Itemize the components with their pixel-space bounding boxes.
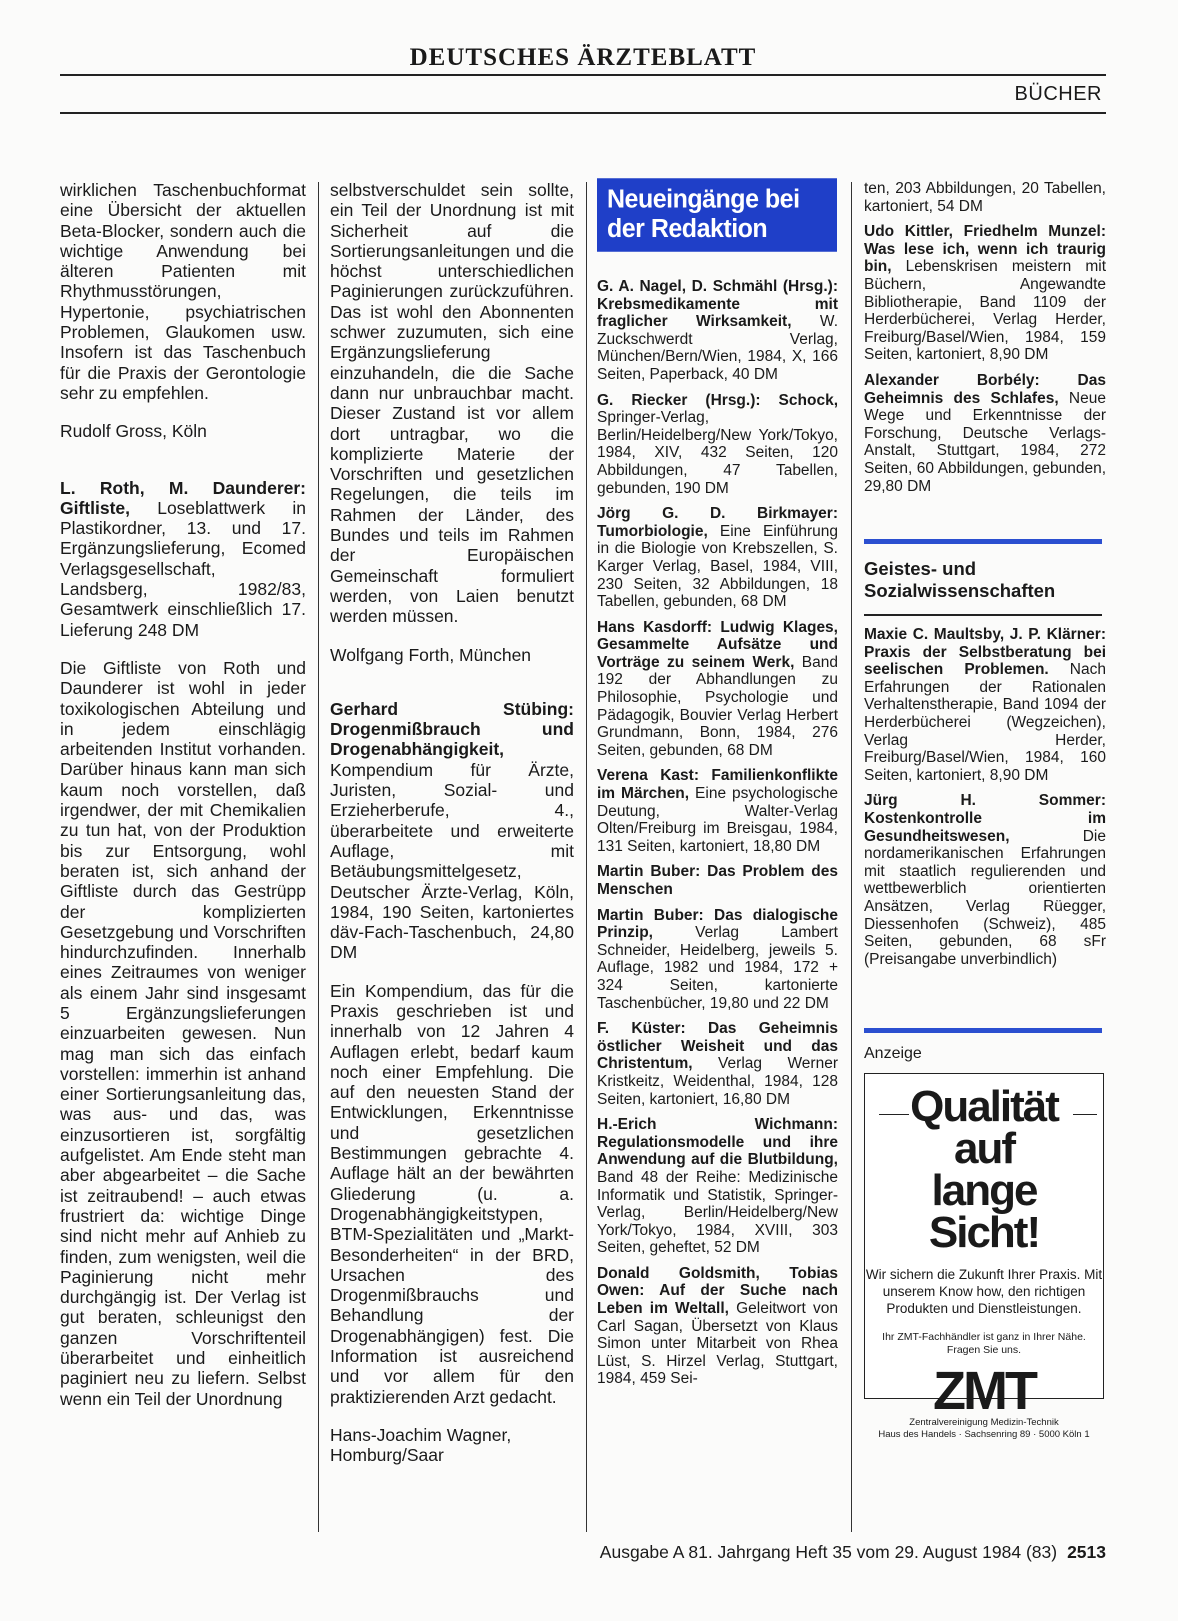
section-heading: Geistes- und Sozialwissenschaften: [864, 558, 1056, 602]
masthead: DEUTSCHES ÄRZTEBLATT: [409, 44, 757, 71]
ad-decor-line: [1073, 1114, 1097, 1115]
review-signature: Wolfgang Forth, München: [330, 644, 532, 665]
book-entry: Hans Kasdorff: Ludwig Klages, Gesammelte Aufsätze und Vorträge zu seinem Werk, Band 192 der Abhandlungen zu Philosophie, Psychologie und Pädagogik, Bouvier Verlag Herbert Grundmann, Bonn, 1984, 276 Seiten, gebunden, 68 DM: [597, 618, 838, 759]
page-footer: [60, 1542, 1106, 1563]
section-rule-blue: [864, 539, 1102, 544]
book-entry: Alexander Borbély: Das Geheimnis des Schlafes, Neue Wege und Erkenntnisse der Forschung, Deutsche Verlags-Anstalt, Stuttgart, 1984, 272 Seiten, 60 Abbildungen, gebunden, 29,80 DM: [864, 371, 1106, 495]
page-number: 2513: [1067, 1542, 1106, 1562]
new-arrivals-list: [864, 180, 1106, 495]
book-entry: Martin Buber: Das Problem des Menschen: [597, 863, 838, 898]
ad-rule-blue: [864, 1028, 1102, 1033]
book-entry: Jürg H. Sommer: Kostenkontrolle im Gesundheitswesen, Die nordamerikanischen Erfahrungen mit staatlich regulierenden und wettbewerblich orientierten Ansätzen, Verlag Rüegger, Diessenhofen (Schweiz), 485 Seiten, gebunden, 68 sFr (Preisangabe unverbindlich): [864, 792, 1106, 968]
book-entry: Donald Goldsmith, Tobias Owen: Auf der Suche nach Leben im Weltall, Geleitwort von Carl Sagan, Übersetzt von Klaus Simon unter Mitarbeit von Rhea Lüst, S. Hirzel Verlag, Stuttgart, 1984, 459 Sei-: [597, 1264, 838, 1388]
review-text: Ein Kompendium, das für die Praxis geschrieben ist und innerhalb von 12 Jahren 4 Auflagen erlebt, bedarf kaum noch einer Empfehlung. Die auf den neuesten Stand der Entwicklungen, Erkenntnisse und gesetzlichen Bestimmungen gebrachte 4. Auflage hält an der bewährten Gliederung (u. a. Drogenabhängigkeitstypen, BTM-Spezialitäten und „Markt-Besonderheiten“ in der BRD, Ursachen des Drogenmißbrauchs und Behandlung der Drogenabhängigen) fest. Die Information ist ausreichend und vor allem für den praktizierenden Arzt gedacht.: [330, 980, 574, 1407]
ad-body: Wir sichern die Zukunft Ihrer Praxis. Mit unserem Know how, den richtigen Produkten und Dienstleistungen.: [865, 1266, 1103, 1316]
section-rule: [60, 112, 1106, 114]
book-entry: Maxie C. Maultsby, J. P. Klärner: Praxis der Selbstberatung bei seelischen Problemen. Nach Erfahrungen der Rationalen Verhaltenstherapie, Band 1094 der Herderbücherei (Wegzeichen), Verlag Herder, Freiburg/Basel/Wien, 1984, 160 Seiten, kartoniert, 8,90 DM: [864, 626, 1106, 784]
review-text: wirklichen Taschenbuchformat eine Übersicht der aktuellen Beta-Blocker, sondern auch die wichtige Anwendung bei älteren Patienten mit Rhythmusstörungen, Hypertonie, psychiatrischen Problemen, Glaukomen usw. Insofern ist das Taschenbuch für die Praxis der Gerontologie sehr zu empfehlen.: [60, 180, 306, 403]
column-2: [330, 180, 574, 1484]
section-label: BÜCHER: [1014, 83, 1102, 105]
new-arrivals-list: [597, 278, 838, 1388]
new-arrivals-header: Neueingänge bei der Redaktion: [597, 178, 837, 252]
book-citation: L. Roth, M. Daunderer: Giftliste, Loseblattwerk in Plastikordner, 13. und 17. Ergänzungslieferung, Ecomed Verlagsgesellschaft, Landsberg, 1982/83, Gesamtwerk einschließlich 17. Lieferung 248 DM: [60, 477, 306, 640]
column-1: [60, 180, 306, 1427]
book-entry: G. A. Nagel, D. Schmähl (Hrsg.): Krebsmedikamente mit fraglicher Wirksamkeit, W. Zuckschwerdt Verlag, München/Bern/Wien, 1984, X, 166 Seiten, Paperback, 40 DM: [597, 278, 839, 383]
book-entry: G. Riecker (Hrsg.): Schock, Springer-Verlag, Berlin/Heidelberg/New York/Tokyo, 1984, XIV, 432 Seiten, 120 Abbildungen, 47 Tabellen, gebunden, 190 DM: [597, 391, 838, 497]
column-3: [597, 180, 838, 1396]
book-citation: Gerhard Stübing: Drogenmißbrauch und Drogenabhängigkeit, Kompendium für Ärzte, Juristen, Sozial- und Erzieherberufe, 4., überarbeitete und erweiterte Auflage, mit Betäubungsmittelgesetz, Deutscher Ärzte-Verlag, Köln, 1984, 190 Seiten, kartoniertes däv-Fach-Taschenbuch, 24,80 DM: [330, 698, 574, 963]
section-underline: [864, 614, 1102, 616]
book-entry: H.-Erich Wichmann: Regulationsmodelle und ihre Anwendung auf die Blutbildung, Band 48 der Reihe: Medizinische Informatik und Statistik, Springer-Verlag, Berlin/Heidelberg/New York/Tokyo, 1984, XVIII, 303 Seiten, geheftet, 52 DM: [597, 1116, 838, 1257]
ad-decor-line: [879, 1114, 909, 1115]
review-signature: Hans-Joachim Wagner, Homburg/Saar: [330, 1424, 512, 1466]
ad-small-text: Ihr ZMT-Fachhändler ist ganz in Ihrer Nähe. Fragen Sie uns.: [882, 1330, 1086, 1356]
issue-info: Ausgabe A 81. Jahrgang Heft 35 vom 29. August 1984 (83): [599, 1542, 1058, 1562]
zmt-logo-icon: ZMT: [933, 1360, 1035, 1421]
ad-headline: Qualität auf lange Sicht!: [910, 1081, 1058, 1257]
ad-footer-line: Haus des Handels · Sachsenring 89 · 5000 Köln 1: [878, 1428, 1090, 1440]
book-entry: Martin Buber: Das dialogische Prinzip, Verlag Lambert Schneider, Heidelberg, jeweils 5. Auflage, 1982 und 1984, 172 + 324 Seiten, kartonierte Taschenbücher, 19,80 und 22 DM: [597, 906, 838, 1012]
book-entry: ten, 203 Abbildungen, 20 Tabellen, kartoniert, 54 DM: [864, 180, 1106, 215]
book-entry: Jörg G. D. Birkmayer: Tumorbiologie, Eine Einführung in die Biologie von Krebszellen, S. Karger Verlag, Basel, 1984, VIII, 230 Seiten, 32 Abbildungen, 18 Tabellen, gebunden, 68 DM: [597, 505, 838, 611]
column-divider: [851, 182, 852, 1532]
advertisement: [864, 1073, 1104, 1440]
column-divider: [586, 182, 587, 1532]
book-entry: F. Küster: Das Geheimnis östlicher Weisheit und das Christentum, Verlag Werner Kristkeitz, Weidenthal, 1984, 128 Seiten, kartoniert, 16,80 DM: [597, 1020, 838, 1108]
book-entry: Udo Kittler, Friedhelm Munzel: Was lese ich, wenn ich traurig bin, Lebenskrisen meistern mit Büchern, Angewandte Bibliotherapie, Band 1109 der Herderbücherei, Verlag Herder, Freiburg/Basel/Wien, 1984, 159 Seiten, kartoniert, 8,90 DM: [864, 223, 1106, 364]
review-text: Die Giftliste von Roth und Daunderer ist wohl in jeder toxikologischen Abteilung und in jedem einschlägig arbeitenden Institut vorhanden. Darüber hinaus kann man sich kaum noch vorstellen, daß irgendwer, der mit Chemikalien zu tun hat, von der Produktion bis zur Entsorgung, wohl beraten ist, sich anhand der Giftliste durch das Gestrüpp der komplizierten Gesetzgebung und Vorschriften hindurchzufinden. Innerhalb eines Zeitraumes von weniger als einem Jahr sind insgesamt 5 Ergänzungslieferungen einzuarbeiten gewesen. Nun mag man sich das einfach vorstellen: immerhin ist anhand einer Sortierungsanleitung das, was aus- und das, was einzusortieren ist, sorgfältig aufgelistet. Am Ende steht man aber abgearbeitet – die Sache ist zeitraubend! – auch etwas frustriert da: wichtige Dinge sind nicht mehr auf Anhieb zu finden, zum wenigsten, weil die Paginierung nicht mehr durchgängig ist. Der Verlag ist gut beraten, schleunigst den ganzen Vorschriftenteil überarbeitet und einheitlich paginiert neu zu liefern. Selbst wenn ein Teil der Unordnung: [60, 657, 306, 1409]
ad-footer-line: Zentralvereinigung Medizin-Technik: [909, 1416, 1059, 1428]
ad-label: Anzeige: [864, 1045, 922, 1063]
masthead-rule: [60, 74, 1106, 76]
book-entry: Verena Kast: Familienkonflikte im Märchen, Eine psychologische Deutung, Walter-Verlag Olten/Freiburg im Breisgau, 1984, 131 Seiten, kartoniert, 18,80 DM: [597, 767, 838, 855]
new-arrivals-list: [864, 626, 1106, 968]
column-divider: [318, 182, 319, 1532]
review-text: selbstverschuldet sein sollte, ein Teil der Unordnung ist mit Sicherheit auf die Sortierungsanleitungen und die höchst unterschiedlichen Paginierungen zurückzuführen. Das ist wohl den Abonnenten schwer zuzumuten, sich eine Ergänzungslieferung einzuhandeln, die die Sache dann nur unbrauchbar macht. Dieser Zustand ist vor allem dort untragbar, wo die komplizierte Materie der Vorschriften und gesetzlichen Regelungen, die teils im Rahmen der Länder, des Bundes und teils im Rahmen der Europäischen Gemeinschaft formuliert werden, von Laien benutzt werden müssen.: [330, 180, 574, 627]
column-4: [864, 180, 1106, 1440]
review-signature: Rudolf Gross, Köln: [60, 421, 207, 442]
